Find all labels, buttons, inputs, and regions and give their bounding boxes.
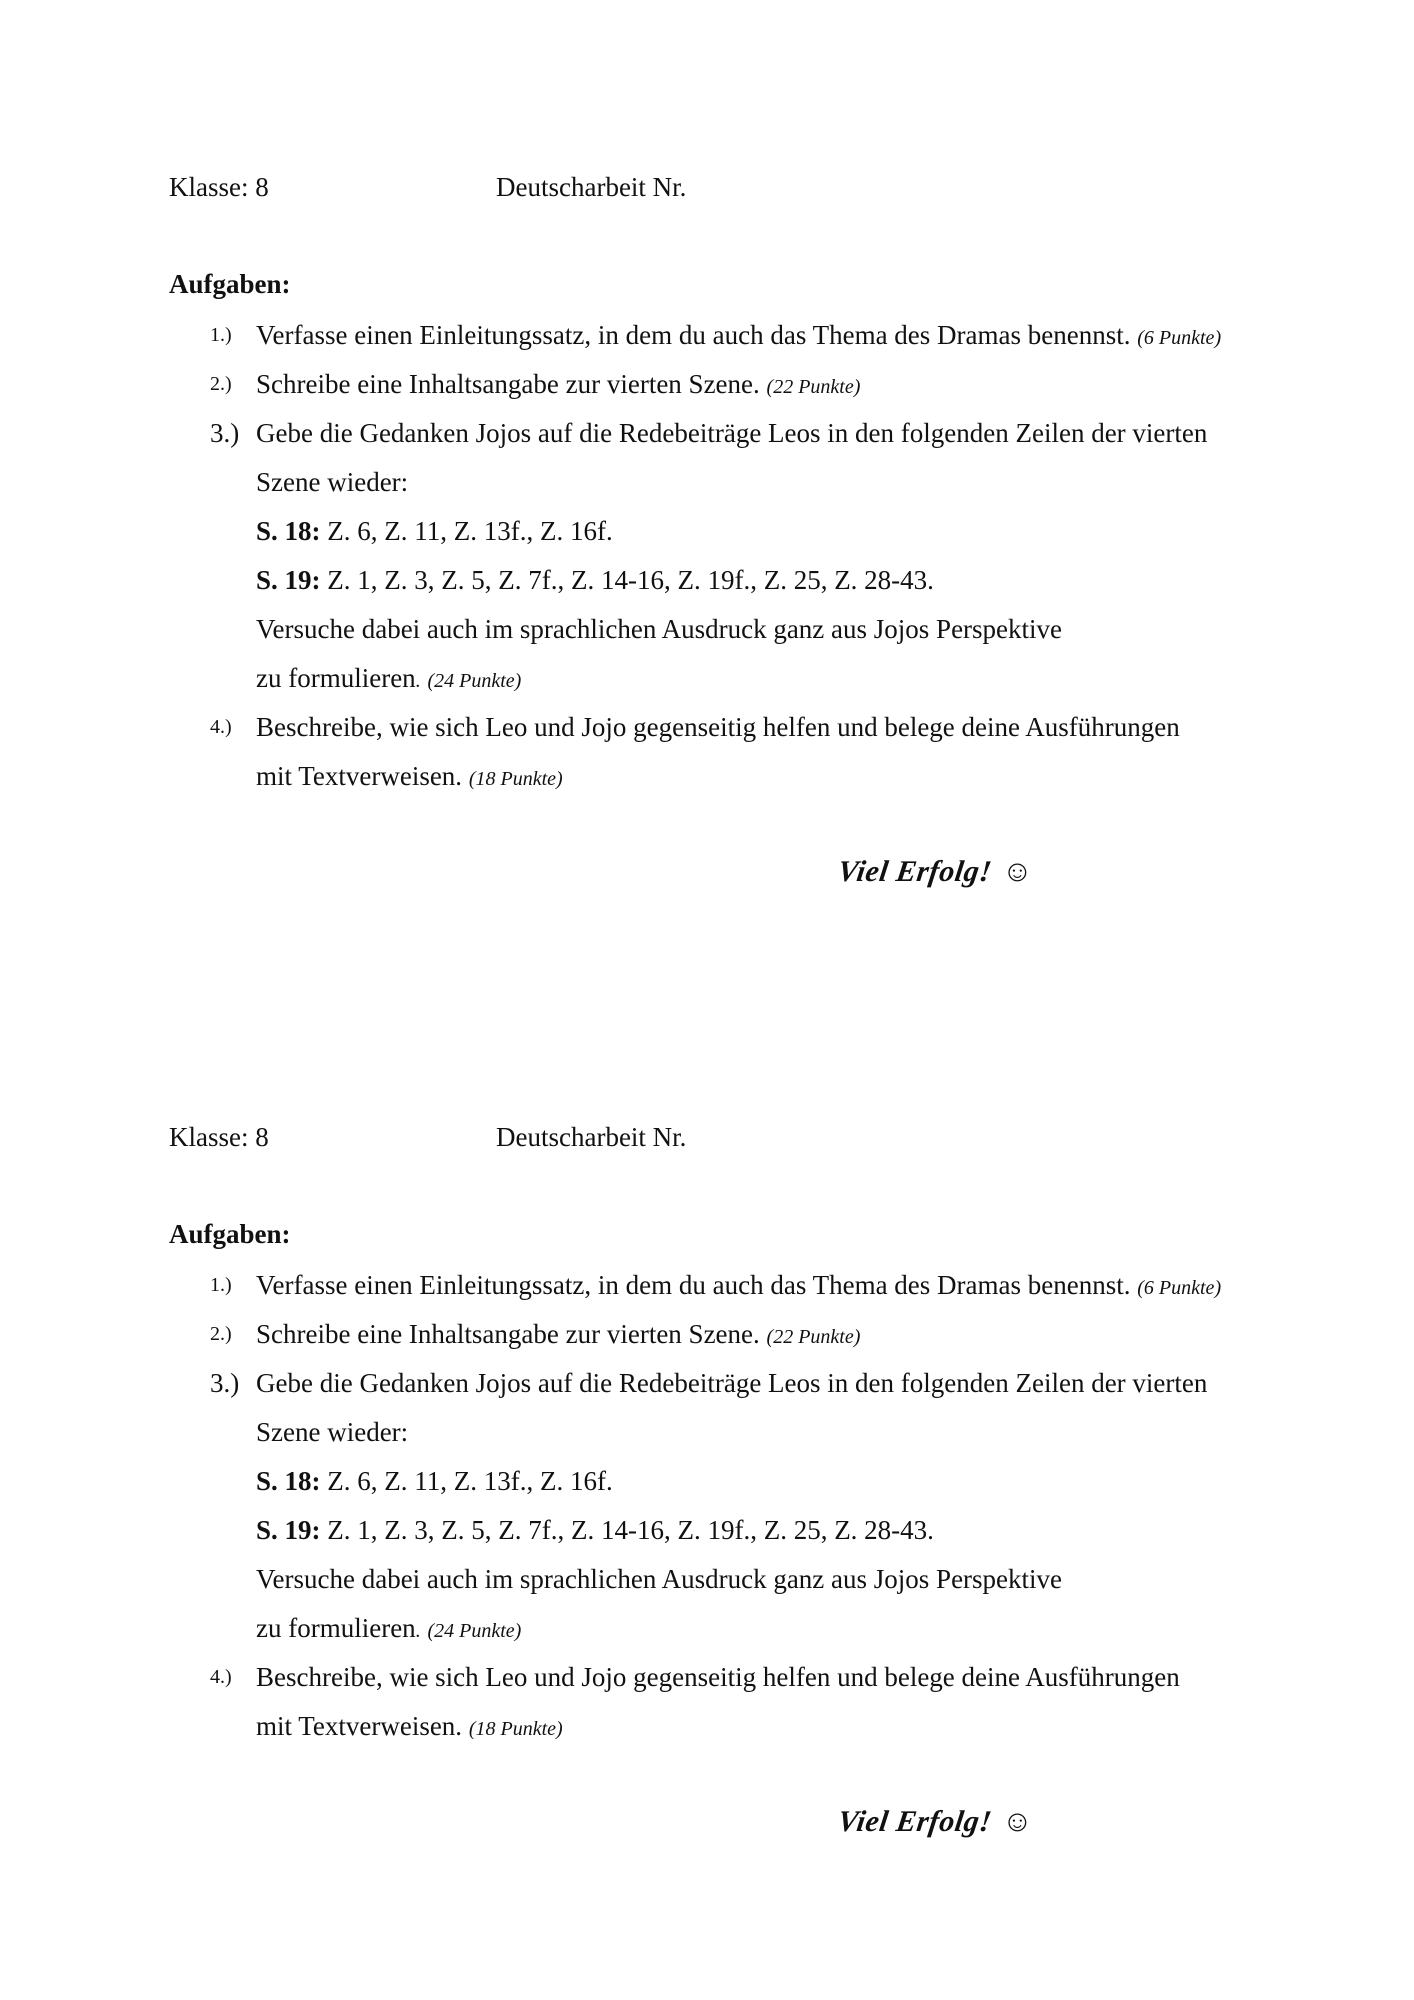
task-3-ref-s19: [256, 563, 934, 597]
task-3-points: (24 Punkte): [427, 1620, 522, 1642]
task-2-points: (22 Punkte): [766, 376, 861, 398]
task-4-number: 4.): [210, 1666, 232, 1688]
task-3-ref-s18: [256, 514, 613, 548]
task-1-points: (6 Punkte): [1137, 1277, 1222, 1299]
task-4-line-2-text: mit Textverweisen.: [256, 1711, 463, 1741]
task-4-line-2: [256, 1709, 563, 1746]
task-1-number: 1.): [210, 1274, 232, 1296]
task-3-line-4-dot: .: [415, 1620, 421, 1642]
task-3-line-4: [256, 661, 521, 698]
class-label: Klasse: 8: [169, 1122, 269, 1152]
task-1-number: 1.): [210, 324, 232, 346]
task-3-line-4-dot: .: [415, 670, 421, 692]
task-4-line-1: Beschreibe, wie sich Leo und Jojo gegenseitig helfen und belege deine Ausführungen: [256, 712, 1180, 742]
task-2-prompt: Schreibe eine Inhaltsangabe zur vierten Szene.: [256, 369, 760, 399]
task-3-ref-s18-lines: Z. 6, Z. 11, Z. 13f., Z. 16f.: [327, 1466, 613, 1496]
task-3-points: (24 Punkte): [427, 670, 522, 692]
task-3-ref-s19-lines: Z. 1, Z. 3, Z. 5, Z. 7f., Z. 14-16, Z. 19f., Z. 25, Z. 28-43.: [327, 1515, 934, 1545]
task-1-points: (6 Punkte): [1137, 327, 1222, 349]
task-1-prompt: Verfasse einen Einleitungssatz, in dem du auch das Thema des Dramas benennst.: [256, 320, 1131, 350]
closing-text: Viel Erfolg!: [835, 855, 994, 888]
closing-message: [835, 1802, 1035, 1842]
exam-title: Deutscharbeit Nr.: [496, 1122, 687, 1152]
smiley-icon: ☺: [1001, 1805, 1033, 1838]
class-label: Klasse: 8: [169, 172, 269, 202]
task-3-line-1: Gebe die Gedanken Jojos auf die Redebeiträge Leos in den folgenden Zeilen der vierten: [256, 1368, 1208, 1398]
task-3-line-3: Versuche dabei auch im sprachlichen Ausdruck ganz aus Jojos Perspektive: [256, 1564, 1063, 1594]
smiley-icon: ☺: [1001, 855, 1033, 888]
task-4-number: 4.): [210, 716, 232, 738]
task-2-prompt: Schreibe eine Inhaltsangabe zur vierten Szene.: [256, 1319, 760, 1349]
task-3-number: 3.): [210, 1368, 240, 1398]
exam-title: Deutscharbeit Nr.: [496, 172, 687, 202]
task-2-points: (22 Punkte): [766, 1326, 861, 1348]
task-3-ref-s18-lines: Z. 6, Z. 11, Z. 13f., Z. 16f.: [327, 516, 613, 546]
task-3-line-1: Gebe die Gedanken Jojos auf die Redebeiträge Leos in den folgenden Zeilen der vierten: [256, 418, 1208, 448]
closing-message: [835, 852, 1035, 892]
task-2-text: [256, 1317, 860, 1354]
task-2-text: [256, 367, 860, 404]
task-3-ref-s18: [256, 1464, 613, 1498]
task-3-ref-s19-lines: Z. 1, Z. 3, Z. 5, Z. 7f., Z. 14-16, Z. 19f., Z. 25, Z. 28-43.: [327, 565, 934, 595]
task-1-text: [256, 1268, 1221, 1305]
task-4-line-2: [256, 759, 563, 796]
task-3-number: 3.): [210, 418, 240, 448]
task-3-ref-s18-label: S. 18:: [256, 516, 321, 546]
task-3-line-3: Versuche dabei auch im sprachlichen Ausdruck ganz aus Jojos Perspektive: [256, 614, 1063, 644]
task-4-points: (18 Punkte): [468, 1718, 563, 1740]
task-3-line-4-text: zu formulieren: [256, 663, 416, 693]
task-1-text: [256, 318, 1221, 355]
exam-sheet-1: [0, 0, 1414, 950]
task-3-line-4-text: zu formulieren: [256, 1613, 416, 1643]
task-3-ref-s19-label: S. 19:: [256, 1515, 321, 1545]
task-3-ref-s19: [256, 1513, 934, 1547]
task-2-number: 2.): [210, 373, 232, 395]
tasks-heading: Aufgaben:: [169, 269, 291, 299]
tasks-heading: Aufgaben:: [169, 1219, 291, 1249]
closing-text: Viel Erfolg!: [835, 1805, 994, 1838]
task-4-points: (18 Punkte): [468, 768, 563, 790]
task-3-line-2: Szene wieder:: [256, 467, 409, 497]
exam-sheet-2: [0, 950, 1414, 1900]
task-4-line-1: Beschreibe, wie sich Leo und Jojo gegenseitig helfen und belege deine Ausführungen: [256, 1662, 1180, 1692]
task-2-number: 2.): [210, 1323, 232, 1345]
task-3-ref-s19-label: S. 19:: [256, 565, 321, 595]
task-1-prompt: Verfasse einen Einleitungssatz, in dem du auch das Thema des Dramas benennst.: [256, 1270, 1131, 1300]
task-3-line-2: Szene wieder:: [256, 1417, 409, 1447]
task-3-ref-s18-label: S. 18:: [256, 1466, 321, 1496]
task-4-line-2-text: mit Textverweisen.: [256, 761, 463, 791]
task-3-line-4: [256, 1611, 521, 1648]
